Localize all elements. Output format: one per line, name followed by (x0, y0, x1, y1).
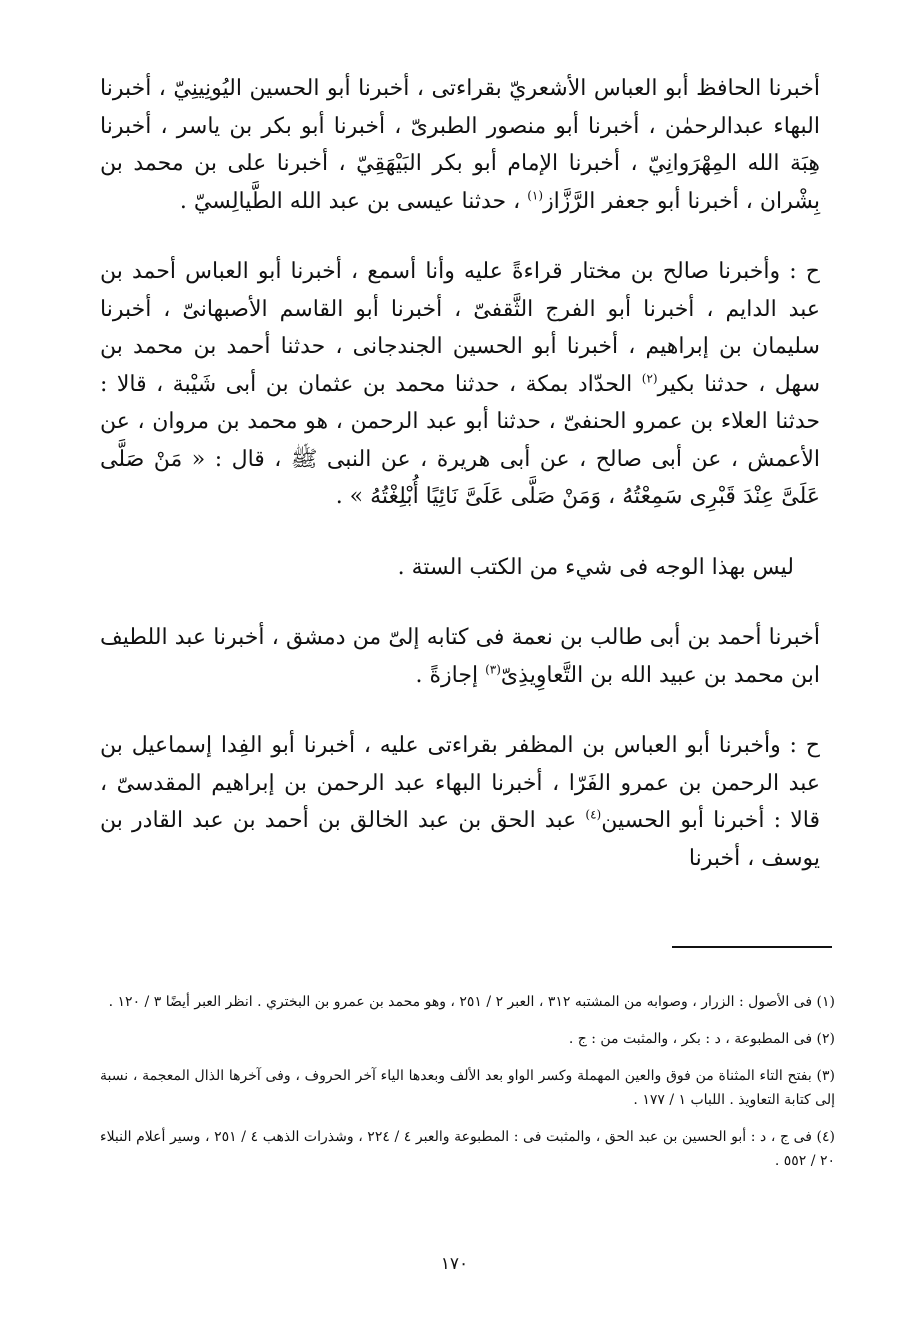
footnote-ref-2[interactable]: (٢) (641, 371, 658, 386)
paragraph-4-rest: إجازةً . (415, 662, 486, 688)
paragraph-1-rest: ، حدثنا عيسى بن عبد الله الطَّيالِسيّ . (179, 188, 528, 214)
paragraph-2 (100, 253, 820, 516)
footnote-4: (٤) فى ج ، د : أبو الحسين بن عبد الحق ، والمثبت فى : المطبوعة والعبر ٤ / ٢٢٤ ، وشذرات الذهب ٤ / ٢٥١ ، وسير أعلام النبلاء ٢٠ / ٥٥٢ . (100, 1129, 836, 1169)
paragraph-3-text: ليس بهذا الوجه فى شيء من الكتب الستة . (397, 554, 794, 580)
paragraph-1-text: أخبرنا الحافظ أبو العباس الأشعريّ بقراءتى ، أخبرنا أبو الحسين اليُونِينِيّ ، أخبرنا البهاء عبدالرحمٰن ، أخبرنا أبو منصور الطبرىّ ، أخبرنا أبو بكر بن ياسر ، أخبرنا هِبَة الله المِهْرَوانِيّ ، أخبرنا الإمام أبو بكر البَيْهَقِيّ ، أخبرنا على بن محمد بن بِشْران ، أخبرنا أبو جعفر الرَّزَّاز (100, 76, 820, 214)
paragraph-5 (100, 727, 820, 877)
footnote-3: (٣) بفتح التاء المثناة من فوق والعين المهملة وكسر الواو بعد الألف وبعدها الياء آخر الحروف ، وفى آخرها الذال المعجمة ، نسبة إلى كتابة التعاويذ . اللباب ١ / ١٧٧ . (100, 1068, 835, 1108)
paragraph-5-rest: عبد الحق بن عبد الخالق بن أحمد بن عبد القادر بن يوسف ، أخبرنا (100, 808, 820, 871)
footnotes (100, 990, 835, 1186)
paragraph-4-text: أخبرنا أحمد بن أبى طالب بن نعمة فى كتابه إلىّ من دمشق ، أخبرنا عبد اللطيف ابن محمد بن عبيد الله بن التَّعاوِيذِىّ (100, 625, 820, 688)
paragraph-4 (100, 619, 820, 694)
page-number: ١٧٠ (440, 1254, 469, 1274)
footnote-2: (٢) فى المطبوعة ، د : بكر ، والمثبت من : ج . (568, 1031, 835, 1047)
paragraph-1 (100, 70, 820, 220)
paragraph-5-text: ح : وأخبرنا أبو العباس بن المظفر بقراءتى عليه ، أخبرنا أبو الفِدا إسماعيل بن عبد الرحمن بن عمرو الفَرّا ، أخبرنا البهاء عبد الرحمن بن إبراهيم المقدسىّ ، قالا : أخبرنا أبو الحسين (100, 733, 820, 833)
footnote-ref-4[interactable]: (٤) (585, 807, 602, 822)
paragraph-3 (100, 549, 820, 587)
footnote-separator (672, 946, 832, 948)
footnote-ref-1[interactable]: (١) (527, 188, 544, 203)
footnote-1: (١) فى الأصول : الزرار ، وصوابه من المشتبه ٣١٢ ، العبر ٢ / ٢٥١ ، وهو محمد بن عمرو بن البختري . انظر العبر أيضًا ٣ / ١٢٠ . (108, 994, 835, 1010)
footnote-ref-3[interactable]: (٣) (485, 662, 501, 677)
paragraph-2-rest: الحدّاد بمكة ، حدثنا محمد بن عثمان بن أبى شَيْبة ، قالا : حدثنا العلاء بن عمرو الحنفىّ ، حدثنا أبو عبد الرحمن ، هو محمد بن مروان ، عن الأعمش ، عن أبى صالح ، عن أبى هريرة ، عن النبى ﷺ ، قال : « مَنْ صَلَّى عَلَىَّ عِنْدَ قَبْرِى سَمِعْتُهُ ، وَمَنْ صَلَّى عَلَىَّ نَائِيًا أُبْلِغْتُهُ » . (100, 371, 820, 509)
paragraph-2-text: ح : وأخبرنا صالح بن مختار قراءةً عليه وأنا أسمع ، أخبرنا أبو العباس أحمد بن عبد الدايم ، أخبرنا أبو الفرج الثَّقفىّ ، أخبرنا أبو القاسم الأصبهانىّ ، أخبرنا سليمان بن إبراهيم ، أخبرنا أبو الحسين الجندجانى ، حدثنا أحمد بن محمد بن سهل ، حدثنا بكير (100, 259, 820, 397)
main-text (100, 70, 820, 877)
